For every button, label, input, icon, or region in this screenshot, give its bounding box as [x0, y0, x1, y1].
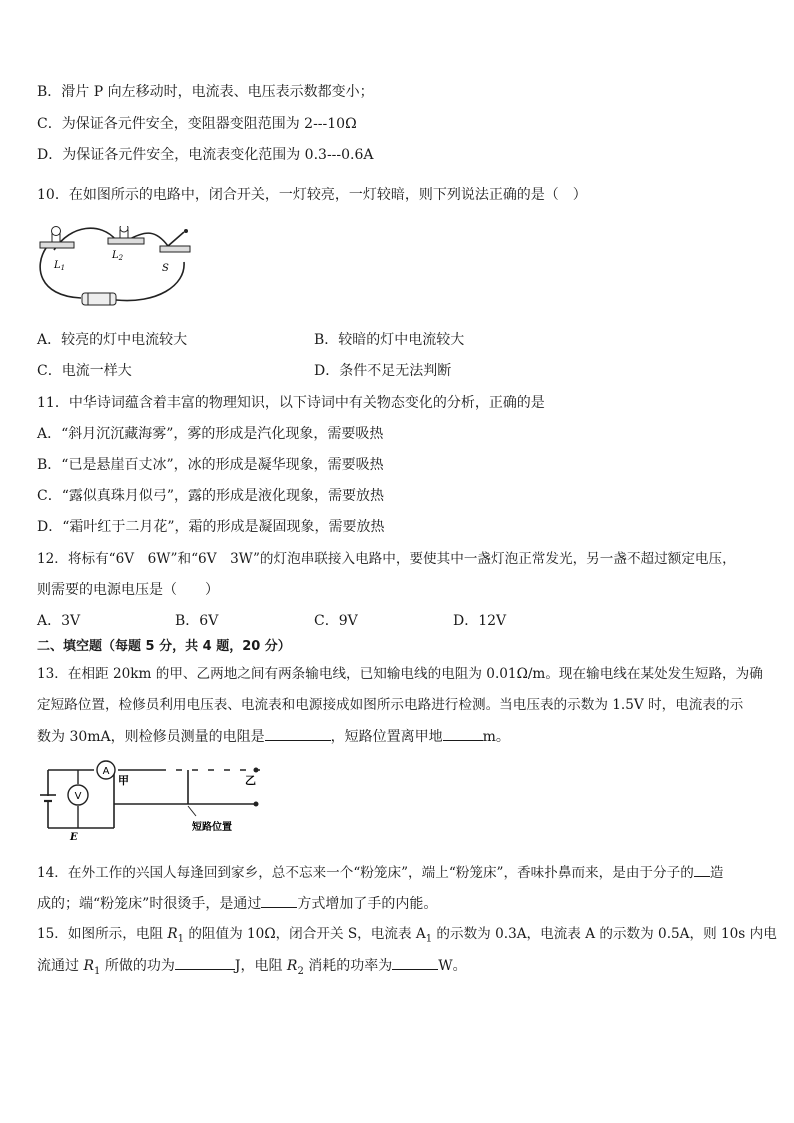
q9-option-d: D．为保证各元件安全，电流表变化范围为 0.3---0.6A: [37, 147, 374, 163]
q14-blank-1[interactable]: [694, 862, 710, 877]
q12-option-a: A．3V: [37, 613, 81, 629]
q15-line2-text-a: 流通过: [37, 958, 84, 974]
q15-r1-symbol: R: [167, 926, 178, 942]
q15-line1-text-c: 的示数为 0.3A，电流表 A 的示数为 0.5A，则 10s 内电: [432, 926, 777, 942]
q12-stem-line2: 则需要的电源电压是（ ）: [37, 582, 219, 598]
svg-text:甲: 甲: [118, 774, 129, 787]
q9-option-c: C．为保证各元件安全，变阻器变阻范围为 2---10Ω: [37, 116, 357, 132]
q13-line3: [37, 726, 510, 747]
q14-blank-2[interactable]: [261, 893, 297, 908]
q11-option-b: B．“已是悬崖百丈冰”，冰的形成是凝华现象，需要吸热: [37, 457, 384, 473]
svg-text:乙: 乙: [245, 774, 256, 787]
svg-text:L1: $L_1$: [54, 260, 66, 272]
q11-option-d: D．“霜叶红于二月花”，霜的形成是凝固现象，需要放热: [37, 519, 385, 535]
q14-line2: [37, 893, 437, 914]
q10-option-b: B．较暗的灯中电流较大: [314, 332, 465, 348]
q12-option-d: D．12V: [453, 613, 507, 629]
q15-r1-subscript-2: 1: [94, 965, 101, 977]
q13-distance-blank[interactable]: [443, 726, 483, 741]
svg-text:E: E: [70, 832, 78, 840]
svg-text:L2: $L_2$: [112, 250, 124, 262]
q12-stem-line1: 12．将标有“6V 6W”和“6V 3W”的灯泡串联接入电路中，要使其中一盏灯泡正常发光，另一盏不超过额定电压，: [37, 551, 736, 567]
q15-r1-subscript: 1: [177, 933, 184, 945]
q13-line1: 13．在相距 20km 的甲、乙两地之间有两条输电线，已知输电线的电阻为 0.01Ω/m。现在输电线在某处发生短路，为确: [37, 666, 763, 682]
q10-circuit-figure: [36, 226, 196, 316]
q15-r2-subscript: 2: [297, 965, 304, 977]
q13-line3-text-c: m。: [482, 729, 510, 745]
q11-stem: 11．中华诗词蕴含着丰富的物理知识，以下诗词中有关物态变化的分析，正确的是: [37, 395, 545, 411]
q15-line1-text-b: 的阻值为 10Ω，闭合开关 S，电流表 A: [184, 926, 426, 942]
q15-power-blank[interactable]: [392, 955, 438, 970]
q15-line1-text-a: 15．如图所示，电阻: [37, 926, 168, 942]
q12-option-c: C．9V: [314, 613, 358, 629]
q14-line2-text-b: 方式增加了手的内能。: [297, 896, 438, 912]
q15-line2-text-b: 所做的功为: [100, 958, 175, 974]
switch-icon: [160, 229, 190, 252]
q13-line3-text-a: 数为 30mA，则检修员测量的电阻是: [37, 729, 265, 745]
q11-option-c: C．“露似真珠月似弓”，露的形成是液化现象，需要放热: [37, 488, 385, 504]
q14-line1-text-b: 造: [709, 865, 724, 881]
q15-line1: [37, 924, 777, 950]
q15-line2: [37, 955, 467, 982]
q13-resistance-blank[interactable]: [265, 726, 331, 741]
q15-line2-text-c: J，电阻: [234, 958, 287, 974]
lamp-l1-icon: [40, 227, 74, 249]
q13-circuit-figure: [40, 758, 280, 840]
q13-line2: 定短路位置，检修员利用电压表、电流表和电源接成如图所示电路进行检测。当电压表的示数为 1.5V 时，电流表的示: [37, 697, 744, 713]
section-heading: 二、填空题（每题 5 分，共 4 题，20 分）: [37, 639, 291, 654]
q15-line2-text-e: W。: [438, 958, 467, 974]
q10-option-a: A．较亮的灯中电流较大: [37, 332, 188, 348]
svg-text:S: S: [162, 263, 169, 274]
q15-line2-text-d: 消耗的功率为: [303, 958, 393, 974]
svg-text:V: V: [74, 791, 82, 802]
q15-r2-symbol: R: [286, 958, 298, 974]
q14-line1-text-a: 14．在外工作的兴国人每逢回到家乡，总不忘来一个“粉笼床”，端上“粉笼床”，香味扑鼻而来，是由于分子的: [37, 865, 694, 881]
q15-work-blank[interactable]: [175, 955, 235, 970]
q14-line2-text-a: 成的；端“粉笼床”时很烫手，是通过: [37, 896, 262, 912]
q14-line1: [37, 862, 723, 883]
svg-text:短路位置: 短路位置: [192, 822, 232, 833]
q11-option-a: A．“斜月沉沉藏海雾”，雾的形成是汽化现象，需要吸热: [37, 426, 384, 442]
q9-option-b: B．滑片 P 向左移动时，电流表、电压表示数都变小；: [37, 84, 374, 100]
battery-icon: [82, 293, 116, 305]
q13-line3-text-b: ，短路位置离甲地: [330, 729, 443, 745]
q12-option-b: B．6V: [175, 613, 219, 629]
q10-stem: 10．在如图所示的电路中，闭合开关，一灯较亮，一灯较暗，则下列说法正确的是（ ）: [37, 187, 587, 203]
q15-r1-symbol-2: R: [83, 958, 94, 974]
q10-option-d: D．条件不足无法判断: [314, 363, 452, 379]
q15-a1-subscript: 1: [425, 933, 433, 945]
svg-text:A: A: [102, 766, 110, 777]
q10-option-c: C．电流一样大: [37, 363, 132, 379]
